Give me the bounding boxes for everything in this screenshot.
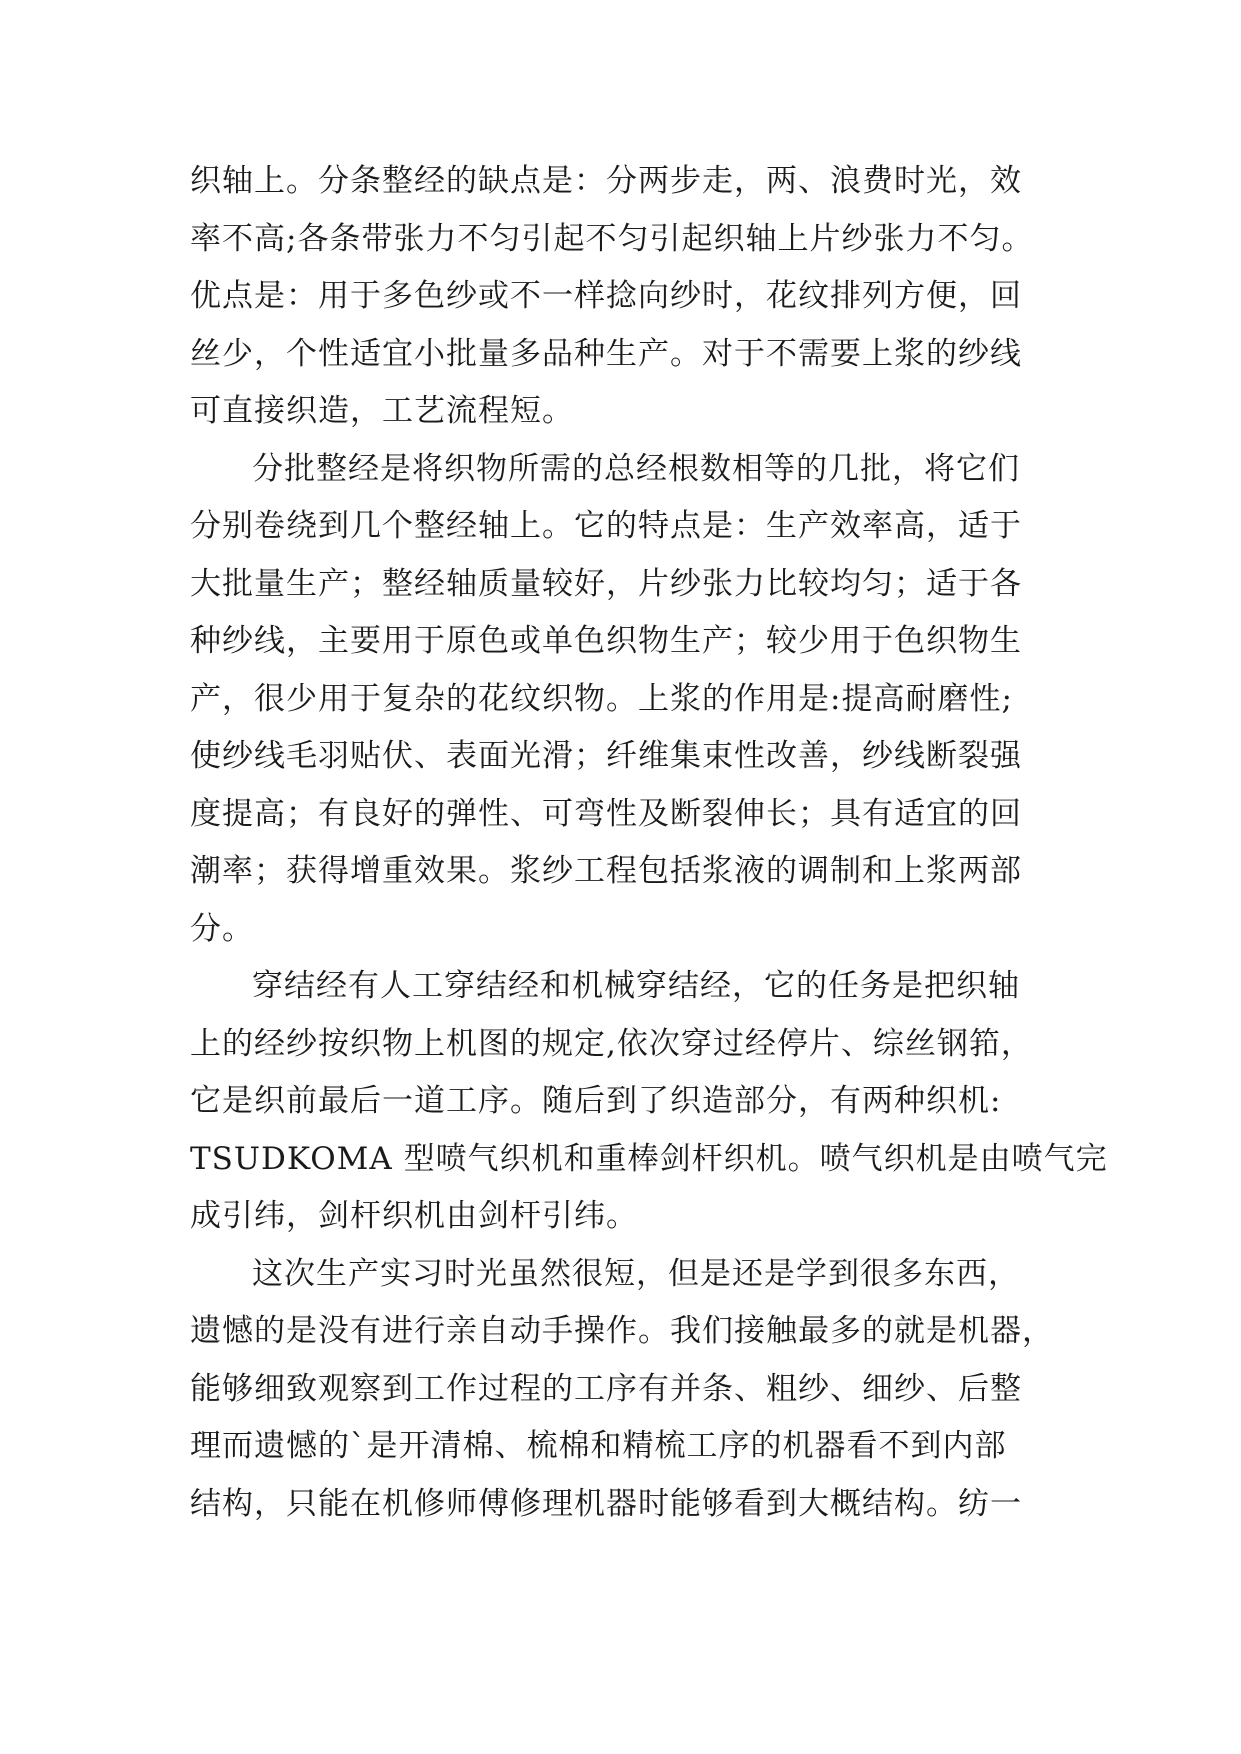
text-line: 丝少，个性适宜小批量多品种生产。对于不需要上浆的纱线 [190, 335, 1022, 372]
text-line: 能够细致观察到工作过程的工序有并条、粗纱、细纱、后整 [190, 1370, 1022, 1407]
text-line: 它是织前最后一道工序。随后到了织造部分，有两种织机: [190, 1083, 1002, 1119]
text-line: 成引纬，剑杆织机由剑杆引纬。 [190, 1198, 638, 1234]
text-line: 分。 [190, 910, 254, 947]
text-line: 结构，只能在机修师傅修理机器时能够看到大概结构。纺一 [190, 1485, 1022, 1522]
text-line: 度提高；有良好的弹性、可弯性及断裂伸长；具有适宜的回 [190, 795, 1022, 832]
paragraph-first-line: 穿结经有人工穿结经和机械穿结经，它的任务是把织轴 [252, 968, 1020, 1004]
text-line: 潮率；获得增重效果。浆纱工程包括浆液的调制和上浆两部 [190, 853, 1022, 889]
text-line: 率不高;各条带张力不匀引起不匀引起织轴上片纱张力不匀。 [190, 220, 1034, 257]
text-line: 大批量生产；整经轴质量较好，片纱张力比较均匀；适于各 [190, 565, 1022, 602]
text-line: 织轴上。分条整经的缺点是：分两步走，两、浪费时光，效 [190, 163, 1022, 199]
text-line: 上的经纱按织物上机图的规定,依次穿过经停片、综丝钢筘， [190, 1025, 1033, 1062]
text-line: 分别卷绕到几个整经轴上。它的特点是：生产效率高，适于 [190, 508, 1022, 544]
paragraph-first-line: 这次生产实习时光虽然很短，但是还是学到很多东西， [252, 1255, 1020, 1292]
text-line: TSUDKOMA 型喷气织机和重棒剑杆织机。喷气织机是由喷气完 [190, 1140, 1108, 1177]
paragraph-first-line: 分批整经是将织物所需的总经根数相等的几批，将它们 [252, 450, 1020, 487]
text-line: 种纱线，主要用于原色或单色织物生产；较少用于色织物生 [190, 623, 1022, 659]
document-body [190, 153, 1110, 1533]
text-line: 遗憾的是没有进行亲自动手操作。我们接触最多的就是机器， [190, 1313, 1054, 1349]
text-line: 产，很少用于复杂的花纹织物。上浆的作用是:提高耐磨性; [190, 680, 1013, 717]
text-line: 使纱线毛羽贴伏、表面光滑；纤维集束性改善，纱线断裂强 [190, 738, 1022, 774]
text-line: 可直接织造，工艺流程短。 [190, 393, 574, 429]
text-line: 理而遗憾的`是开清棉、梳棉和精梳工序的机器看不到内部 [190, 1428, 1007, 1464]
text-line: 优点是：用于多色纱或不一样捻向纱时，花纹排列方便，回 [190, 278, 1022, 314]
